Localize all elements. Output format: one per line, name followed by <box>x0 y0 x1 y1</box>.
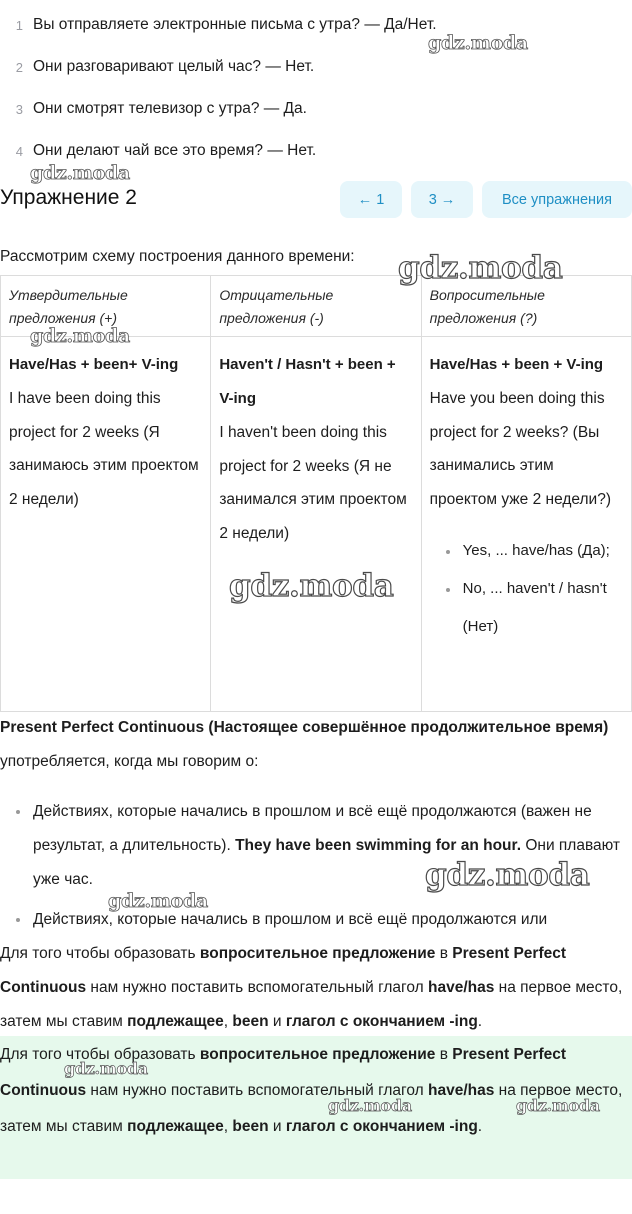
question-cell <box>421 337 631 712</box>
watermark: gdz.moda <box>516 1096 600 1115</box>
item-number: 4 <box>15 143 23 159</box>
watermark: gdz.moda <box>425 857 590 893</box>
table-row <box>1 337 632 712</box>
watermark: gdz.moda <box>30 162 130 184</box>
affirmative-cell <box>1 337 211 712</box>
usage-translation: Они плавают уже час. <box>33 837 621 888</box>
list-item <box>0 92 620 126</box>
usage-example: They have been swimming for an hour. <box>235 837 522 854</box>
definition-rest: употребляется, когда мы говорим о: <box>0 753 259 770</box>
item-number: 1 <box>15 17 23 33</box>
negative-example: I haven't been doing this project for 2 weeks (Я не занимался этим проектом 2 недели) <box>219 424 407 542</box>
watermark: gdz.moda <box>64 1059 148 1078</box>
header-negative: Отрицательные предложения (-) <box>211 276 421 337</box>
watermark: gdz.moda <box>229 568 394 604</box>
item-number: 2 <box>15 59 23 75</box>
item-text: Они делают чай все это время? — Нет. <box>33 142 317 159</box>
negative-formula: Haven't / Hasn't + been + V-ing <box>219 356 396 407</box>
item-text: Они разговаривают целый час? — Нет. <box>33 58 315 75</box>
question-example: Have you been doing this project for 2 weeks? (Вы занимались этим проектом уже 2 недели?) <box>429 390 611 508</box>
item-text: Они смотрят телевизор с утра? — Да. <box>33 100 307 117</box>
affirmative-formula: Have/Has + been+ V-ing <box>9 356 179 373</box>
usage-text: Действиях, которые начались в прошлом и всё ещё продолжаются (важен не результат, а длительность). <box>33 803 592 854</box>
exercise-title: Упражнение 2 <box>0 186 137 209</box>
list-item <box>0 50 620 84</box>
watermark: gdz.moda <box>428 32 528 54</box>
header-question: Вопросительные предложения (?) <box>421 276 631 337</box>
highlighted-rule-paragraph: Для того чтобы образовать вопросительное предложение в Present Perfect Continuous нам нужно поставить вспомогательный глагол have/has на первое место, затем мы ставим подлежащее, been и глагол с окончанием -ing. <box>0 1046 623 1135</box>
item-text: Вы отправляете электронные письма с утра? — Да/Нет. <box>33 16 437 33</box>
all-exercises-button[interactable]: Все упражнения <box>482 181 632 218</box>
affirmative-example: I have been doing this project for 2 weeks (Я занимаюсь этим проектом 2 недели) <box>9 390 199 508</box>
watermark: gdz.moda <box>398 250 563 286</box>
definition-term: Present Perfect Continuous (Настоящее совершённое продолжительное время) <box>0 719 609 736</box>
watermark: gdz.moda <box>30 325 130 347</box>
question-rule-paragraph: Для того чтобы образовать вопросительное предложение в Present Perfect Continuous нам нужно поставить вспомогательный глагол have/has на первое место, затем мы ставим подлежащее, been и глагол с окончанием -ing. <box>0 945 623 1030</box>
item-number: 3 <box>15 101 23 117</box>
question-formula: Have/Has + been + V-ing <box>429 356 604 373</box>
watermark: gdz.moda <box>328 1096 412 1115</box>
definition-paragraph <box>0 711 630 779</box>
short-answer-yes: Yes, ... have/has (Да); <box>430 532 623 570</box>
watermark: gdz.moda <box>108 890 208 912</box>
usage-text: Действиях, которые начались в прошлом и всё ещё продолжаются или <box>33 911 548 928</box>
short-answers-list <box>430 532 623 646</box>
usage-item <box>0 903 632 937</box>
short-answer-no: No, ... haven't / hasn't (Нет) <box>430 570 623 646</box>
prev-exercise-button[interactable]: ← 1 <box>340 181 402 218</box>
next-exercise-button[interactable]: 3 → <box>411 181 473 218</box>
intro-text: Рассмотрим схему построения данного времени: <box>0 248 355 265</box>
negative-cell <box>211 337 421 712</box>
header-affirmative: Утвердительные предложения (+) <box>1 276 211 337</box>
